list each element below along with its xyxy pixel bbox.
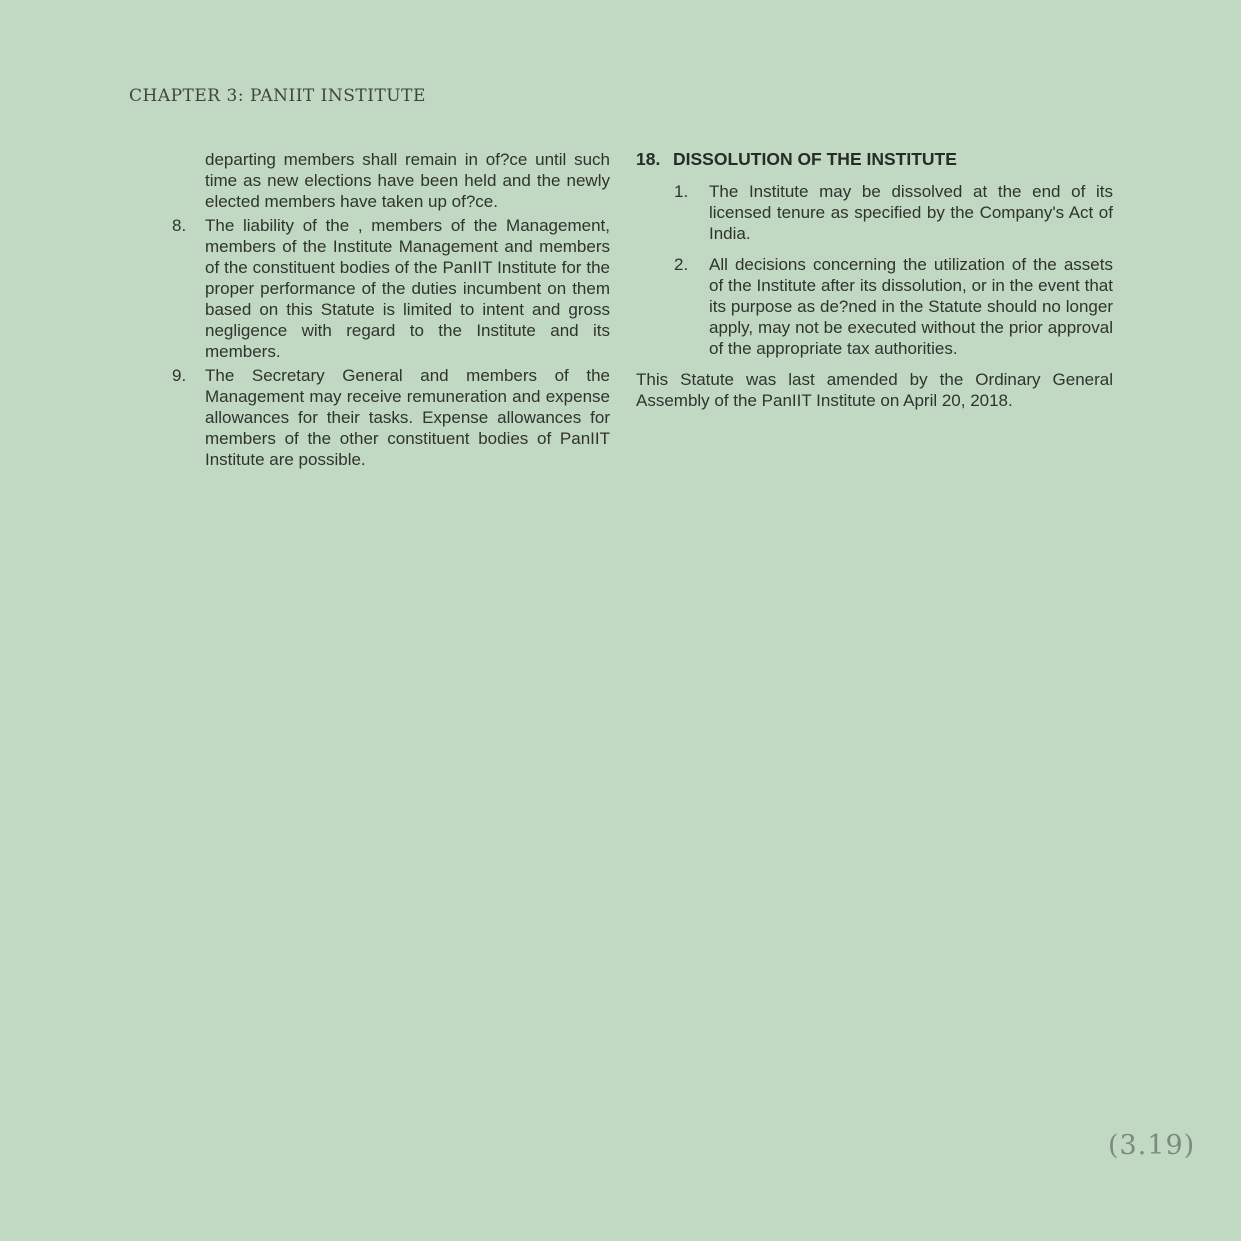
- continuation-paragraph: departing members shall remain in of?ce until such time as new elections have been held and the newly elected members have taken up of?ce.: [205, 150, 610, 211]
- sublist-item-number: 2.: [674, 255, 689, 274]
- list-item-number: 8.: [172, 216, 187, 235]
- list-item-number: 9.: [172, 366, 187, 385]
- list-item-text: The liability of the , members of the Management, members of the Institute Management and members of the constituent bodies of the PanIIT Institute for the proper performance of the duties incumbent on them based on this Statute is limited to intent and gross negligence with regard to the Institute and its members.: [205, 216, 610, 361]
- sublist-item-1: [636, 181, 1113, 244]
- closing-paragraph: This Statute was last amended by the Ordinary General Assembly of the PanIIT Institute on April 20, 2018.: [636, 370, 1113, 410]
- left-column: [172, 149, 610, 473]
- sublist-item-2: [636, 254, 1113, 359]
- sublist-item-number: 1.: [674, 182, 689, 201]
- right-column: [636, 149, 1113, 411]
- page-number: (3.19): [1108, 1130, 1196, 1161]
- section-number: 18.: [636, 149, 661, 169]
- list-item-8: [172, 215, 610, 362]
- sublist-item-text: The Institute may be dissolved at the end of its licensed tenure as specified by the Company's Act of India.: [709, 182, 1113, 243]
- section-heading: [636, 149, 1113, 170]
- chapter-header: CHAPTER 3: PANIIT INSTITUTE: [129, 86, 426, 106]
- section-title: DISSOLUTION OF THE INSTITUTE: [673, 149, 957, 169]
- list-item-9: [172, 365, 610, 470]
- list-item-text: The Secretary General and members of the Management may receive remuneration and expense allowances for their tasks. Expense allowances for members of the other constituent bodies of PanIIT Institute are possible.: [205, 366, 610, 469]
- sublist-item-text: All decisions concerning the utilization of the assets of the Institute after its dissolution, or in the event that its purpose as de?ned in the Statute should no longer apply, may not be executed without the prior approval of the appropriate tax authorities.: [709, 255, 1113, 358]
